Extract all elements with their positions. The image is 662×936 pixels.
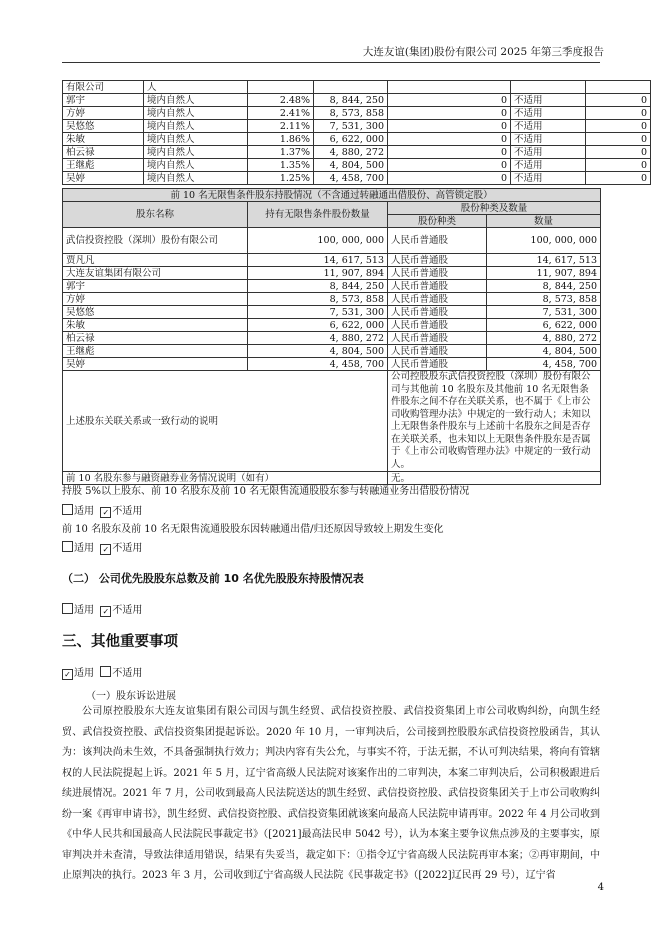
holder-name-cell: 郭宇 [63,94,144,107]
checkbox-unchecked-icon [62,541,73,552]
section3-checkboxes: ✓ 适用 不适用 [62,664,142,680]
holder-pct-cell: 2.41% [248,107,314,120]
checkbox-checked-icon: ✓ [62,669,73,680]
share-class-cell: 人民币普通股 [388,293,487,306]
holder-pledge-status-cell: 不适用 [511,120,586,133]
holder-qty-cell: 8, 573, 858 [314,107,388,120]
holder-pledge-qty-cell: 0 [586,133,651,146]
table-row [63,293,601,306]
holder-restricted-cell: 0 [388,94,511,107]
share-class-qty-cell: 11, 907, 894 [487,267,601,280]
col-header-qty: 持有无限售条件股份数量 [248,202,388,228]
holder-name-cell: 王继彪 [63,159,144,172]
holder-qty-cell: 6, 622, 000 [314,133,388,146]
unrestricted-qty-cell: 6, 622, 000 [248,319,388,332]
unrestricted-qty-cell: 14, 617, 513 [248,254,388,267]
holder-name-cell: 武信投资控股（深圳）股份有限公司 [63,228,248,254]
holder-name-cell: 朱敏 [63,319,248,332]
table-row [63,332,601,345]
holder-name-cell: 吴悠悠 [63,120,144,133]
share-class-qty-cell: 14, 617, 513 [487,254,601,267]
share-class-qty-cell: 4, 880, 272 [487,332,601,345]
share-class-qty-cell: 4, 804, 500 [487,345,601,358]
table-row [63,280,601,293]
share-class-cell: 人民币普通股 [388,267,487,280]
holder-pledge-status-cell: 不适用 [511,94,586,107]
col-header-class: 股份种类及数量 [388,202,601,215]
holder-type-cell: 境内自然人 [144,94,248,107]
holder-pct-cell: 2.48% [248,94,314,107]
holder-qty-cell: 8, 844, 250 [314,94,388,107]
unrestricted-qty-cell: 100, 000, 000 [248,228,388,254]
checkbox-unchecked-icon [100,666,111,677]
holder-name-cell: 柏云禄 [63,332,248,345]
litigation-paragraph: 公司原控股股东大连友谊集团有限公司因与凯生经贸、武信投资控股、武信投资集团上市公司收购纠纷，向凯生经贸、武信投资控股、武信投资集团提起诉讼。2020 年 10 月，一审判决后，公司接到控股股东武信投资控股函告，其认为：该判决尚未生效，不具备强制执行效力；判决内容有失公允，与事实不符，于法无据，不认可判决结果，将向有管辖权的人民法院提起上诉。2021 年 5 月，辽宁省高级人民法院对该案作出的二审判决，本案二审判决后，公司积极跟进后续进展情况。2021 年 7 月，公司收到最高人民法院送达的凯生经贸、武信投资控股、武信投资集团关于上市公司收购纠纷一案《再审申请书》，凯生经贸、武信投资控股、武信投资集团就该案向最高人民法院申请再审。2022 年 4 月公司收到《中华人民共和国最高人民法院民事裁定书》（[2021]最高法民申 5042 号），认为本案主要争议焦点涉及的主要事实，原审判决并未查清，导致法律适用错误，结果有失妥当，裁定如下：①指令辽宁省高级人民法院再审本案；②再审期间，中止原判决的执行。2023 年 3 月，公司收到辽宁省高级人民法院《民事裁定书》（[2022]辽民再 29 号），辽宁省 [62,706,600,881]
holder-name-cell: 方婷 [63,293,248,306]
related-label: 上述股东关联关系或一致行动的说明 [63,371,388,472]
holder-name-cell: 有限公司 [63,81,144,94]
share-class-qty-cell: 100, 000, 000 [487,228,601,254]
table-row [63,319,601,332]
table-row [63,81,651,94]
holder-pledge-qty-cell: 0 [586,172,651,185]
holder-type-cell: 境内自然人 [144,120,248,133]
table-row [63,358,601,371]
unrestricted-qty-cell: 11, 907, 894 [248,267,388,280]
share-class-cell: 人民币普通股 [388,280,487,293]
holder-restricted-cell: 0 [388,146,511,159]
table-row [63,159,651,172]
table-row [63,120,651,133]
holder-name-cell: 郭宇 [63,280,248,293]
holder-restricted-cell: 0 [388,120,511,133]
holder-pct-cell: 1.25% [248,172,314,185]
col-header-class-qty: 数量 [487,215,601,228]
unrestricted-holders-table [62,188,601,485]
holder-pct-cell: 2.11% [248,120,314,133]
section3-subtitle: （一）股东诉讼进展 [86,691,176,702]
section2-checkboxes: 适用 ✓ 不适用 [62,601,142,617]
holder-name-cell: 吴悠悠 [63,306,248,319]
table-row [63,306,601,319]
table-row [63,254,601,267]
share-class-qty-cell: 8, 573, 858 [487,293,601,306]
holder-pledge-qty-cell: 0 [586,146,651,159]
holder-name-cell: 吴婷 [63,358,248,371]
margin-label: 前 10 名股东参与融资融券业务情况说明（如有） [63,472,388,485]
holder-restricted-cell: 0 [388,107,511,120]
holder-pledge-status-cell: 不适用 [511,133,586,146]
unrestricted-qty-cell: 4, 804, 500 [248,345,388,358]
holder-name-cell: 柏云禄 [63,146,144,159]
holder-name-cell: 吴婷 [63,172,144,185]
unrestricted-qty-cell: 4, 458, 700 [248,358,388,371]
holder-type-cell: 境内自然人 [144,133,248,146]
holder-restricted-cell: 0 [388,159,511,172]
holder-pledge-status-cell: 不适用 [511,172,586,185]
lending-title: 持股 5%以上股东、前 10 名股东及前 10 名无限售流通股股东参与转融通业务出借股份情况 [62,486,470,497]
share-class-cell: 人民币普通股 [388,345,487,358]
holder-name-cell: 朱敏 [63,133,144,146]
holder-pct-cell: 1.37% [248,146,314,159]
holder-name-cell: 大连友谊集团有限公司 [63,267,248,280]
holder-type-cell: 人 [144,81,248,94]
holder-qty-cell: 7, 531, 300 [314,120,388,133]
unrestricted-qty-cell: 8, 844, 250 [248,280,388,293]
table-row [63,133,651,146]
holder-qty-cell: 4, 880, 272 [314,146,388,159]
holder-pledge-qty-cell: 0 [586,107,651,120]
share-class-qty-cell: 8, 844, 250 [487,280,601,293]
table-row [63,228,601,254]
share-class-cell: 人民币普通股 [388,358,487,371]
holder-name-cell: 王继彪 [63,345,248,358]
unrestricted-qty-cell: 7, 531, 300 [248,306,388,319]
related-text: 公司控股股东武信投资控股（深圳）股份有限公司与其他前 10 名股东及其他前 10 名无限售条件股东之间不存在关联关系，也不属于《上市公司收购管理办法》中规定的一致行动人；未知以上无限售条件股东与上述前十名股东之间是否存在关联关系，也未知以上无限售条件股东是否属于《上市公司收购管理办法》中规定的一致行动人。 [388,371,601,472]
holder-qty-cell: 4, 458, 700 [314,172,388,185]
col-header-class-type: 股份种类 [388,215,487,228]
holder-pledge-status-cell: 不适用 [511,107,586,120]
table-row [63,267,601,280]
top10-holders-table [62,80,651,185]
share-class-qty-cell: 6, 622, 000 [487,319,601,332]
holder-pledge-qty-cell: 0 [586,159,651,172]
table-row [63,371,601,472]
change-title: 前 10 名股东及前 10 名无限售流通股股东因转融通出借/归还原因导致较上期发生变化 [62,524,444,535]
unrestricted-qty-cell: 8, 573, 858 [248,293,388,306]
section2-title: （二） 公司优先股股东总数及前 10 名优先股股东持股情况表 [62,572,364,585]
holder-pledge-qty-cell: 0 [586,120,651,133]
holder-type-cell: 境内自然人 [144,159,248,172]
holder-pct-cell: 1.86% [248,133,314,146]
holder-name-cell: 贾凡凡 [63,254,248,267]
share-class-cell: 人民币普通股 [388,228,487,254]
holder-pledge-qty-cell: 0 [586,94,651,107]
holder-qty-cell: 4, 804, 500 [314,159,388,172]
page-header: 大连友谊(集团)股份有限公司 2025 年第三季度报告 [362,46,604,58]
checkbox-checked-icon: ✓ [100,507,111,518]
holder-name-cell: 方婷 [63,107,144,120]
table-row [63,146,651,159]
unrestricted-section-title: 前 10 名无限售条件股东持股情况（不含通过转融通出借股份、高管锁定股） [63,189,601,202]
unrestricted-qty-cell: 4, 880, 272 [248,332,388,345]
table-row [63,345,601,358]
holder-type-cell: 境内自然人 [144,107,248,120]
share-class-cell: 人民币普通股 [388,332,487,345]
checkbox-unchecked-icon [62,504,73,515]
margin-text: 无。 [388,472,601,485]
share-class-qty-cell: 4, 458, 700 [487,358,601,371]
holder-type-cell: 境内自然人 [144,172,248,185]
holder-restricted-cell: 0 [388,133,511,146]
table-row [63,189,601,202]
holder-restricted-cell: 0 [388,172,511,185]
table-row [63,172,651,185]
table-header-row [63,202,601,215]
holder-pct-cell: 1.35% [248,159,314,172]
lending-checkboxes: 适用 ✓ 不适用 [62,502,142,518]
section3-title: 三、其他重要事项 [62,634,178,650]
share-class-cell: 人民币普通股 [388,319,487,332]
table-row [63,94,651,107]
page-number: 4 [597,882,604,893]
checkbox-checked-icon: ✓ [100,606,111,617]
holder-pledge-status-cell: 不适用 [511,146,586,159]
holder-pledge-status-cell: 不适用 [511,159,586,172]
share-class-cell: 人民币普通股 [388,254,487,267]
header-divider [62,62,600,63]
share-class-cell: 人民币普通股 [388,306,487,319]
checkbox-checked-icon: ✓ [100,544,111,555]
holder-type-cell: 境内自然人 [144,146,248,159]
checkbox-unchecked-icon [62,603,73,614]
change-checkboxes: 适用 ✓ 不适用 [62,539,142,555]
col-header-name: 股东名称 [63,202,248,228]
share-class-qty-cell: 7, 531, 300 [487,306,601,319]
table-row [63,107,651,120]
